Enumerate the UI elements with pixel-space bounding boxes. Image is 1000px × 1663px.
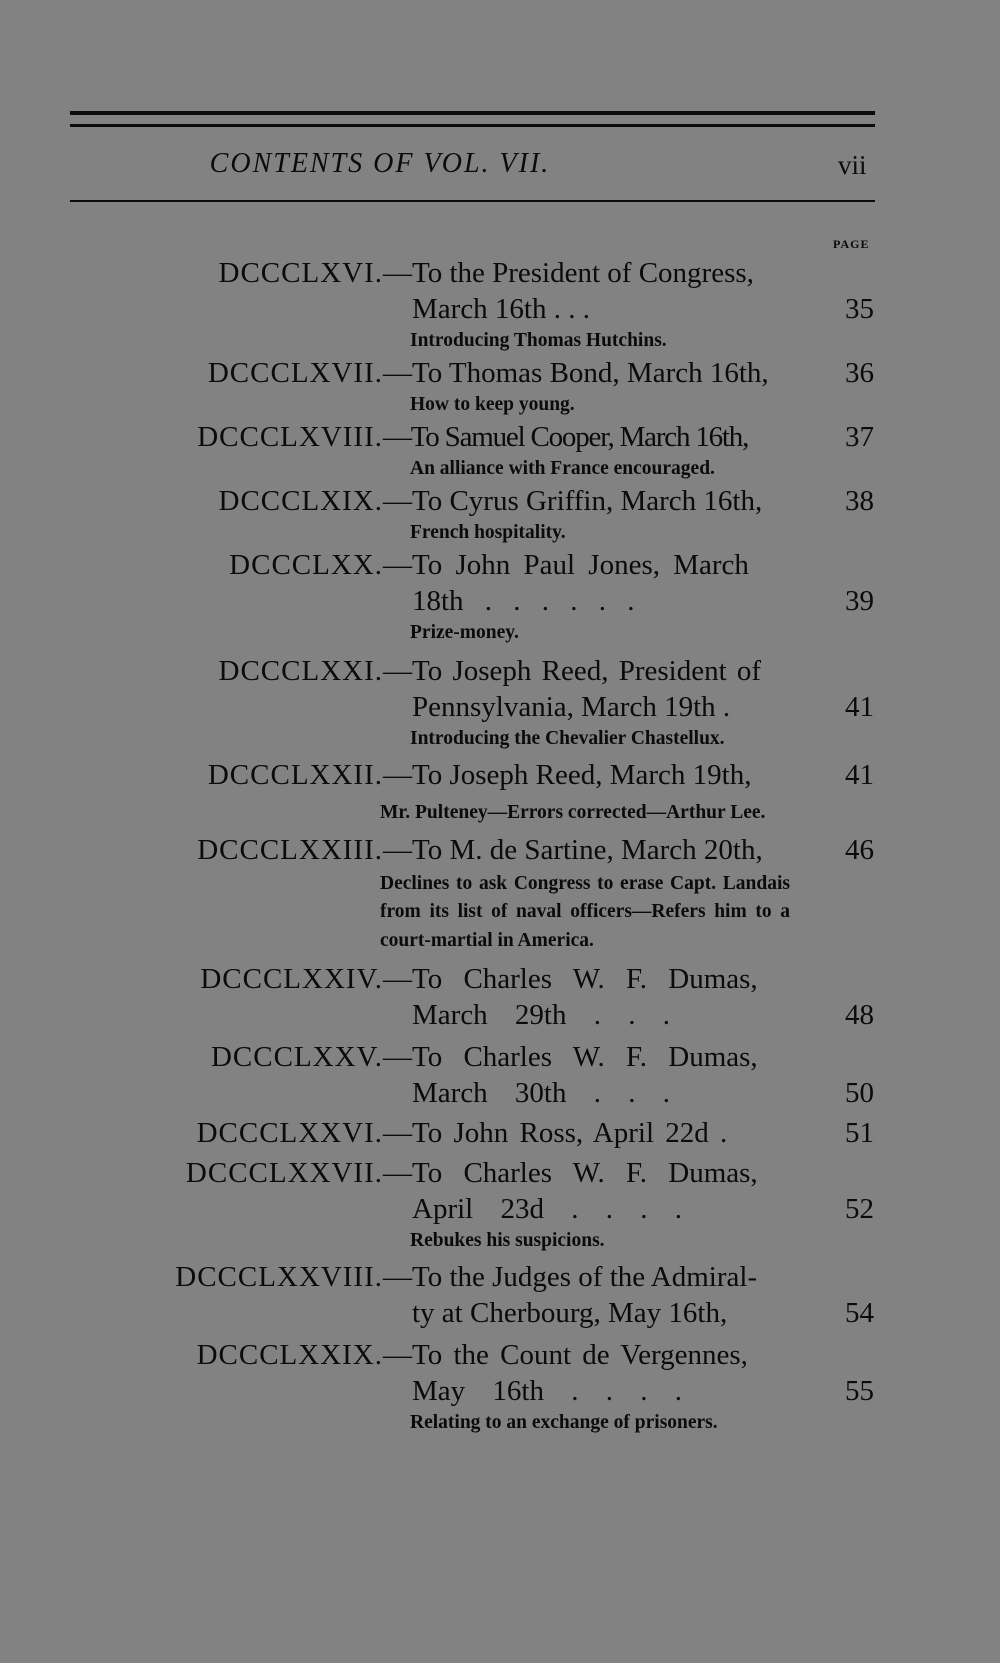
entry-summary: Mr. Pulteney—Errors corrected—Arthur Lee.: [380, 802, 766, 823]
top-rule-thick: [70, 111, 875, 115]
entry-dccclxvii: [0, 355, 1000, 419]
entry-title-continued: 18th . . . . . .: [412, 585, 635, 617]
entry-numeral: DCCCLXVII.: [207, 357, 383, 389]
entry-page: 50: [845, 1077, 874, 1109]
entry-page: 41: [845, 691, 874, 723]
entry-dccclxxv: [0, 1039, 1000, 1111]
entry-summary: Declines to ask Congress to erase Capt. Landais from its list of naval officers—Refers him to a court-martial in America.: [380, 872, 790, 951]
entry-title: —To Charles W. F. Dumas,: [383, 1041, 758, 1073]
entry-numeral: DCCCLXVI.: [218, 257, 383, 289]
entry-dccclxx: [0, 547, 1000, 647]
entry-title-continued: April 23d . . . .: [412, 1193, 682, 1225]
top-rule-thin: [70, 124, 875, 127]
entry-page: 39: [845, 585, 874, 617]
entry-summary: Relating to an exchange of prisoners.: [410, 1412, 718, 1433]
entry-title: —To Charles W. F. Dumas,: [383, 1157, 758, 1189]
entry-title: —To the Count de Vergennes,: [383, 1339, 748, 1371]
entry-page: 36: [845, 357, 874, 389]
entry-dccclxxviii: [0, 1259, 1000, 1331]
entry-title: —To Joseph Reed, President of: [383, 655, 762, 687]
page-number: vii: [838, 150, 867, 180]
entry-summary: Rebukes his suspicions.: [410, 1230, 605, 1251]
entry-page: 35: [845, 293, 874, 325]
entry-title: —To the President of Congress,: [383, 257, 754, 289]
entry-numeral: DCCCLXXVI.: [196, 1117, 383, 1149]
entry-title-continued: March 30th . . .: [412, 1077, 670, 1109]
entry-numeral: DCCCLXVIII.: [197, 421, 383, 453]
page-column-label: PAGE: [833, 237, 870, 251]
entry-title-continued: March 16th . . .: [412, 293, 590, 325]
entry-title: —To Joseph Reed, March 19th,: [383, 759, 752, 791]
entry-dccclxxii: [0, 757, 1000, 828]
entry-title-continued: March 29th . . .: [412, 999, 670, 1031]
entry-dccclxxvii: [0, 1155, 1000, 1255]
entry-title: —To Charles W. F. Dumas,: [383, 963, 758, 995]
entry-page: 38: [845, 485, 874, 517]
entry-dccclxxix: [0, 1337, 1000, 1437]
entry-summary: Introducing the Chevalier Chastellux.: [410, 728, 725, 749]
entry-title: —To John Ross, April 22d .: [383, 1117, 728, 1149]
entry-numeral: DCCCLXXVII.: [185, 1157, 383, 1189]
entry-summary: How to keep young.: [410, 394, 575, 415]
entry-title: —To Thomas Bond, March 16th,: [383, 357, 769, 389]
entry-page: 41: [845, 759, 874, 791]
entry-page: 48: [845, 999, 874, 1031]
entry-title-continued: ty at Cherbourg, May 16th,: [412, 1297, 728, 1329]
entry-dccclxxiii: [0, 832, 1000, 956]
entry-title: —To Samuel Cooper, March 16th,: [383, 421, 749, 453]
contents-list: [0, 255, 1000, 1437]
entry-numeral: DCCCLXXIX.: [196, 1339, 383, 1371]
entry-summary: French hospitality.: [410, 522, 566, 543]
entry-dccclxxvi: [0, 1115, 1000, 1151]
entry-dccclxviii: [0, 419, 1000, 483]
page-title: CONTENTS OF VOL. VII.: [209, 148, 551, 179]
entry-dccclxxiv: [0, 961, 1000, 1033]
entry-dccclxvi: [0, 255, 1000, 355]
entry-numeral: DCCCLXXI.: [218, 655, 383, 687]
entry-title: —To John Paul Jones, March: [383, 549, 749, 581]
entry-summary: An alliance with France encouraged.: [410, 458, 715, 479]
header-rule: [70, 200, 875, 202]
entry-numeral: DCCCLXIX.: [218, 485, 383, 517]
entry-title-continued: May 16th . . . .: [412, 1375, 682, 1407]
entry-numeral: DCCCLXX.: [229, 549, 383, 581]
entry-page: 55: [845, 1375, 874, 1407]
entry-page: 51: [845, 1117, 874, 1149]
entry-numeral: DCCCLXXVIII.: [175, 1261, 383, 1293]
entry-numeral: DCCCLXXIII.: [197, 833, 383, 866]
entry-page: 46: [845, 833, 874, 866]
entry-title-continued: Pennsylvania, March 19th .: [412, 691, 731, 723]
entry-numeral: DCCCLXXII.: [207, 759, 383, 791]
entry-title: —To M. de Sartine, March 20th,: [383, 833, 763, 866]
entry-summary: Introducing Thomas Hutchins.: [410, 330, 667, 351]
entry-page: 52: [845, 1193, 874, 1225]
entry-numeral: DCCCLXXIV.: [200, 963, 383, 995]
entry-title: —To Cyrus Griffin, March 16th,: [383, 485, 763, 517]
entry-dccclxxi: [0, 653, 1000, 753]
entry-summary: Prize-money.: [410, 622, 519, 643]
entry-title: —To the Judges of the Admiral-: [383, 1261, 758, 1293]
entry-numeral: DCCCLXXV.: [210, 1041, 383, 1073]
entry-page: 37: [845, 421, 874, 453]
entry-page: 54: [845, 1297, 874, 1329]
entry-dccclxix: [0, 483, 1000, 547]
